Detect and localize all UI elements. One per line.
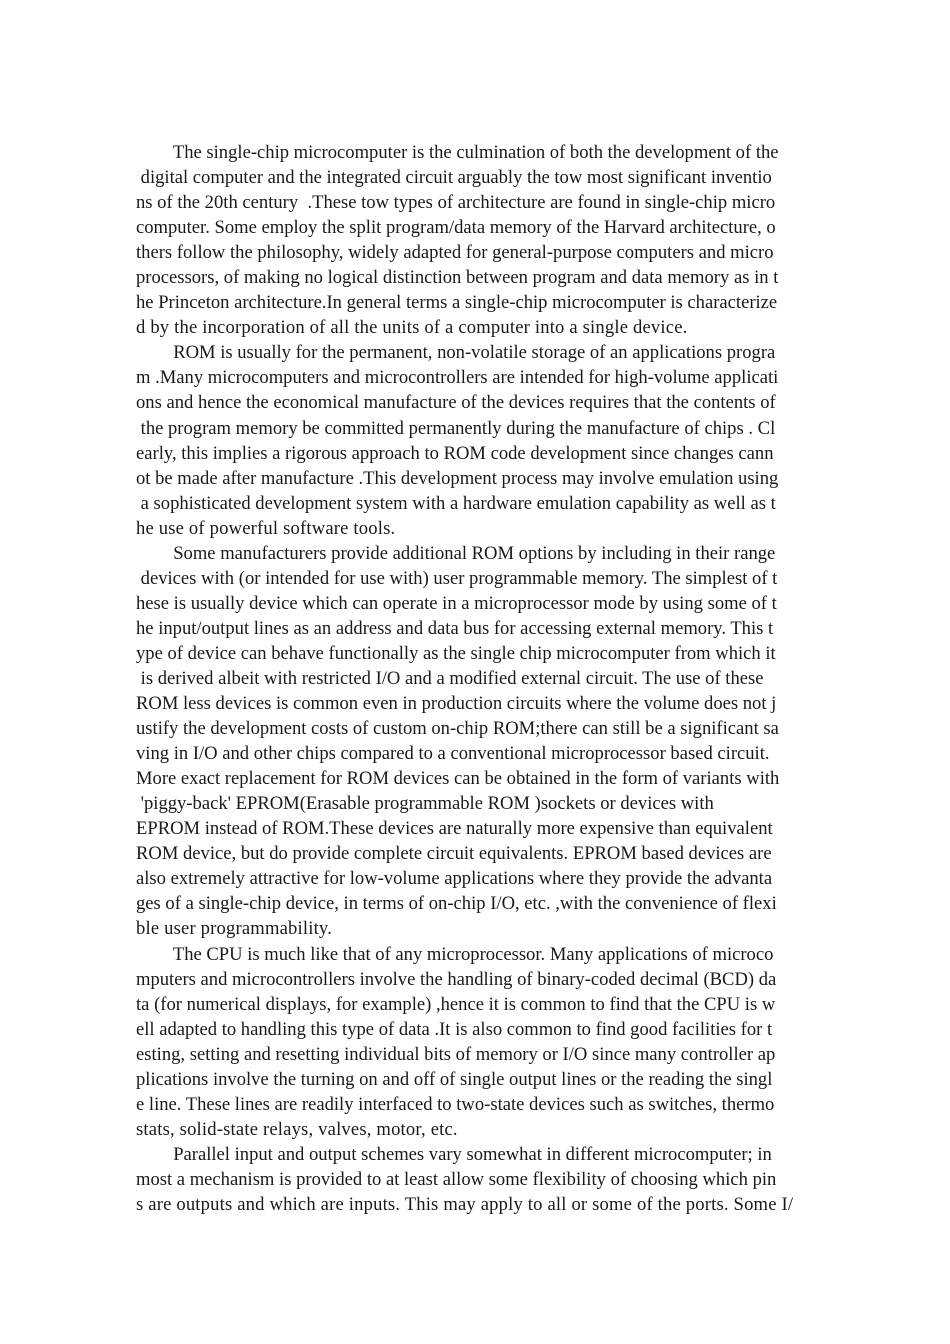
text-line: he input/output lines as an address and data bus for accessing external memory. This t [136,617,774,639]
document-body-text [136,140,820,1217]
text-line: plications involve the turning on and off of single output lines or the reading the singl [136,1068,773,1090]
text-line: The single-chip microcomputer is the culmination of both the development of the [136,142,779,163]
text-line: thers follow the philosophy, widely adapted for general-purpose computers and micro [136,242,774,264]
text-line: ot be made after manufacture .This development process may involve emulation using [136,467,779,489]
text-line: ype of device can behave functionally as the single chip microcomputer from which it [136,642,776,664]
text-line: e line. These lines are readily interfaced to two-state devices such as switches, thermo [136,1093,775,1115]
text-line: More exact replacement for ROM devices can be obtained in the form of variants with [136,768,780,790]
text-line: hese is usually device which can operate in a microprocessor mode by using some of t [136,592,777,614]
text-line: computer. Some employ the split program/data memory of the Harvard architecture, o [136,217,776,239]
text-line: ns of the 20th century .These tow types of architecture are found in single-chip micro [136,192,776,214]
text-line: processors, of making no logical distinction between program and data memory as in t [136,267,779,289]
text-line: Parallel input and output schemes vary somewhat in different microcomputer; in [136,1143,772,1165]
text-line: 'piggy-back' EPROM(Erasable programmable ROM )sockets or devices with [136,793,714,815]
text-line: ta (for numerical displays, for example) ,hence it is common to find that the CPU is w [136,993,776,1015]
text-line: also extremely attractive for low-volume applications where they provide the advanta [136,868,773,890]
text-line: mputers and microcontrollers involve the handling of binary-coded decimal (BCD) da [136,968,777,990]
text-line: ustify the development costs of custom on-chip ROM;there can still be a significant sa [136,718,779,740]
text-line: ble user programmability. [136,918,333,940]
text-line: The CPU is much like that of any microprocessor. Many applications of microco [136,943,774,965]
text-line: ell adapted to handling this type of data .It is also common to find good facilities for t [136,1018,773,1040]
text-line: s are outputs and which are inputs. This may apply to all or some of the ports. Some I/ [136,1193,794,1215]
paragraph-3 [136,541,820,942]
text-line: a sophisticated development system with a hardware emulation capability as well as t [136,492,776,514]
text-line: the program memory be committed permanently during the manufacture of chips . Cl [136,417,776,439]
text-line: ons and hence the economical manufacture of the devices requires that the contents of [136,392,776,414]
text-line: ROM device, but do provide complete circuit equivalents. EPROM based devices are [136,843,772,865]
text-line: he use of powerful software tools. [136,517,396,539]
paragraph-4 [136,942,820,1142]
text-line: EPROM instead of ROM.These devices are naturally more expensive than equivalent [136,818,773,840]
text-line: stats, solid-state relays, valves, motor, etc. [136,1118,458,1140]
text-line: esting, setting and resetting individual bits of memory or I/O since many controller ap [136,1043,776,1065]
text-line: Some manufacturers provide additional ROM options by including in their range [136,542,776,564]
text-line: he Princeton architecture.In general terms a single-chip microcomputer is characterize [136,292,778,314]
text-line: early, this implies a rigorous approach to ROM code development since changes cann [136,442,774,464]
text-line: devices with (or intended for use with) user programmable memory. The simplest of t [136,567,778,589]
paragraph-1 [136,140,820,340]
text-line: d by the incorporation of all the units of a computer into a single device. [136,317,688,339]
text-line: ges of a single-chip device, in terms of on-chip I/O, etc. ,with the convenience of flexi [136,893,777,915]
paragraph-5 [136,1142,820,1217]
text-line: ving in I/O and other chips compared to a conventional microprocessor based circuit. [136,743,770,765]
text-line: m .Many microcomputers and microcontrollers are intended for high-volume applicati [136,367,779,389]
text-line: ROM less devices is common even in production circuits where the volume does not j [136,693,777,715]
text-line: is derived albeit with restricted I/O and a modified external circuit. The use of these [136,667,764,689]
text-line: most a mechanism is provided to at least allow some flexibility of choosing which pin [136,1168,777,1190]
paragraph-2 [136,340,820,540]
text-line: ROM is usually for the permanent, non-volatile storage of an applications progra [136,342,776,364]
text-line: digital computer and the integrated circuit arguably the tow most significant inventio [136,167,772,189]
